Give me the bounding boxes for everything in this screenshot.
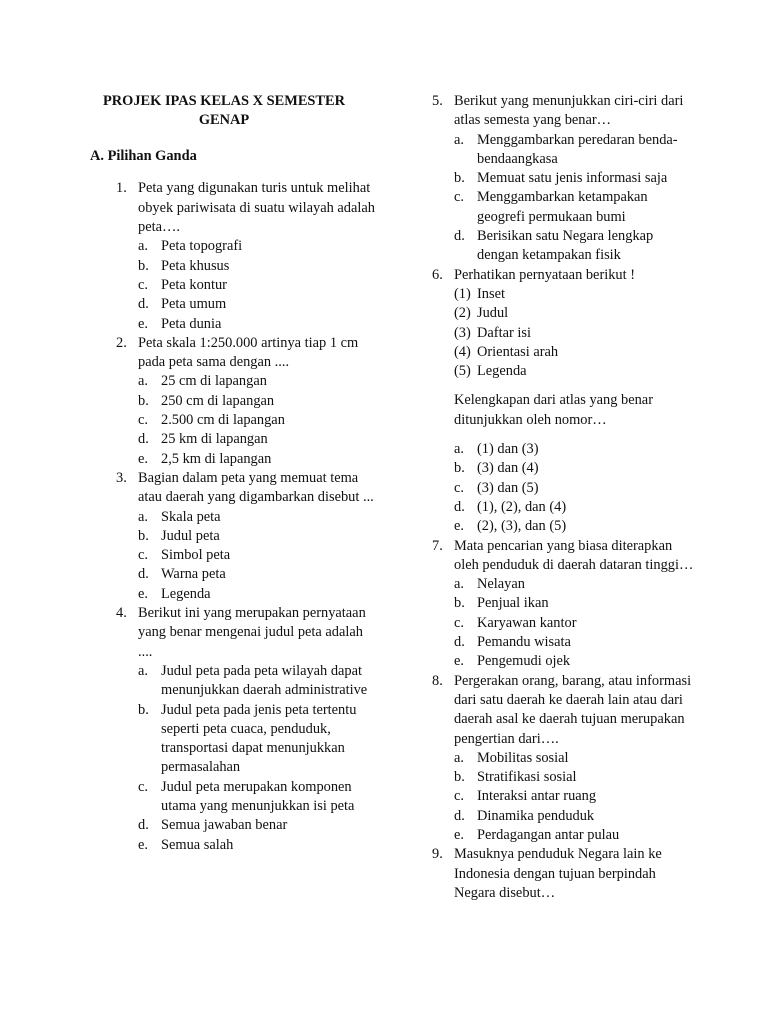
answer-option xyxy=(454,517,697,536)
option-text: Peta dunia xyxy=(161,315,222,332)
answer-option xyxy=(138,565,380,584)
answer-option xyxy=(454,227,697,266)
option-letter: d. xyxy=(454,807,465,824)
option-letter: b. xyxy=(454,460,465,477)
option-text: Berisikan satu Negara lengkap dengan ketampakan fisik xyxy=(477,228,654,264)
question-item xyxy=(427,672,697,846)
option-text: Penjual ikan xyxy=(477,595,549,612)
answer-option xyxy=(454,807,697,826)
question-text: Peta skala 1:250.000 artinya tiap 1 cm pada peta sama dengan .... xyxy=(138,334,359,371)
option-letter: c. xyxy=(454,788,464,805)
right-question-list xyxy=(427,92,697,903)
answer-option xyxy=(138,816,380,835)
option-letter: d. xyxy=(138,431,149,448)
question-text: Peta yang digunakan turis untuk melihat obyek pariwisata di suatu wilayah adalah peta…. xyxy=(138,180,375,236)
answer-options xyxy=(138,508,380,604)
option-text: 2.500 cm di lapangan xyxy=(161,412,285,429)
option-letter: e. xyxy=(454,826,464,843)
answer-options xyxy=(138,237,380,333)
statement-number: (4) xyxy=(454,343,471,360)
answer-option xyxy=(138,257,380,276)
answer-option xyxy=(454,188,697,227)
answer-option xyxy=(138,701,380,778)
answer-option xyxy=(138,546,380,565)
option-text: (1) dan (3) xyxy=(477,441,539,458)
option-text: Perdagangan antar pulau xyxy=(477,826,620,843)
question-number: 3. xyxy=(116,469,127,486)
option-letter: c. xyxy=(138,778,148,795)
answer-option xyxy=(454,459,697,478)
option-letter: e. xyxy=(454,653,464,670)
option-letter: c. xyxy=(138,547,148,564)
answer-options xyxy=(454,131,697,266)
statement-number: (1) xyxy=(454,285,471,302)
answer-option xyxy=(454,633,697,652)
option-text: (3) dan (5) xyxy=(477,479,539,496)
option-text: Dinamika penduduk xyxy=(477,807,595,824)
option-text: Nelayan xyxy=(477,576,525,593)
option-text: Memuat satu jenis informasi saja xyxy=(477,170,668,187)
answer-option xyxy=(454,614,697,633)
answer-option xyxy=(454,131,697,170)
statement-item xyxy=(454,304,697,323)
option-letter: a. xyxy=(454,576,464,593)
option-text: Stratifikasi sosial xyxy=(477,769,577,786)
answer-option xyxy=(138,778,380,817)
option-letter: e. xyxy=(138,450,148,467)
answer-option xyxy=(454,826,697,845)
option-letter: e. xyxy=(138,315,148,332)
option-letter: a. xyxy=(138,373,148,390)
statement-text: Orientasi arah xyxy=(477,343,559,360)
option-text: (1), (2), dan (4) xyxy=(477,498,567,515)
option-letter: a. xyxy=(138,238,148,255)
option-letter: a. xyxy=(138,508,148,525)
answer-option xyxy=(454,652,697,671)
option-letter: d. xyxy=(454,634,465,651)
option-text: Skala peta xyxy=(161,508,221,525)
option-letter: d. xyxy=(138,296,149,313)
option-letter: d. xyxy=(138,817,149,834)
statement-text: Daftar isi xyxy=(477,324,531,341)
option-letter: d. xyxy=(138,566,149,583)
option-text: Karyawan kantor xyxy=(477,614,577,631)
option-text: Legenda xyxy=(161,585,211,602)
option-letter: a. xyxy=(454,441,464,458)
statement-text: Legenda xyxy=(477,363,527,380)
answer-options xyxy=(138,372,380,468)
option-letter: d. xyxy=(454,498,465,515)
answer-option xyxy=(454,498,697,517)
option-text: (2), (3), dan (5) xyxy=(477,518,567,535)
answer-option xyxy=(138,585,380,604)
statement-item xyxy=(454,324,697,343)
answer-option xyxy=(138,508,380,527)
question-item xyxy=(90,469,380,604)
option-text: 25 cm di lapangan xyxy=(161,373,267,390)
question-text: Bagian dalam peta yang memuat tema atau daerah yang digambarkan disebut ... xyxy=(138,469,374,506)
answer-option xyxy=(138,430,380,449)
question-text: Berikut yang menunjukkan ciri-ciri dari atlas semesta yang benar… xyxy=(454,93,684,129)
answer-option xyxy=(138,276,380,295)
option-letter: a. xyxy=(454,131,464,148)
option-text: Mobilitas sosial xyxy=(477,749,569,766)
option-letter: e. xyxy=(454,518,464,535)
answer-option xyxy=(454,768,697,787)
question-number: 9. xyxy=(432,846,443,863)
question-item xyxy=(427,266,697,537)
answer-options xyxy=(138,662,380,855)
option-letter: b. xyxy=(138,392,149,409)
option-text: Judul peta pada jenis peta tertentu seperti peta cuaca, penduduk, transportasi dapat menunjukkan permasalahan xyxy=(161,701,357,776)
question-text: Pergerakan orang, barang, atau informasi dari satu daerah ke daerah lain atau dari daerah asal ke daerah tujuan merupakan pengertian dari…. xyxy=(454,672,692,747)
answer-option xyxy=(138,411,380,430)
option-letter: b. xyxy=(454,769,465,786)
answer-option xyxy=(454,749,697,768)
answer-option xyxy=(454,479,697,498)
answer-option xyxy=(454,594,697,613)
option-text: Menggambarkan peredaran benda-bendaangkasa xyxy=(477,131,678,167)
question-text: Perhatikan pernyataan berikut ! xyxy=(454,266,636,283)
statement-item xyxy=(454,362,697,381)
answer-option xyxy=(138,372,380,391)
question-number: 4. xyxy=(116,605,127,622)
statement-number: (5) xyxy=(454,363,471,380)
section-heading: A. Pilihan Ganda xyxy=(90,148,197,165)
document-title: PROJEK IPAS KELAS X SEMESTER GENAP xyxy=(102,93,346,128)
option-text: Peta kontur xyxy=(161,276,227,293)
option-letter: a. xyxy=(454,749,464,766)
answer-option xyxy=(138,450,380,469)
option-letter: c. xyxy=(138,276,148,293)
option-text: Judul peta pada peta wilayah dapat menunjukkan daerah administrative xyxy=(161,662,368,699)
question-item xyxy=(427,537,697,672)
answer-option xyxy=(138,662,380,701)
question-number: 1. xyxy=(116,180,127,197)
answer-option xyxy=(454,787,697,806)
statement-list xyxy=(454,285,697,381)
statement-item xyxy=(454,343,697,362)
option-text: Peta umum xyxy=(161,296,227,313)
answer-option xyxy=(138,392,380,411)
option-letter: b. xyxy=(138,527,149,544)
answer-option xyxy=(454,169,697,188)
option-letter: b. xyxy=(454,595,465,612)
option-text: Simbol peta xyxy=(161,547,231,564)
statement-number: (2) xyxy=(454,305,471,322)
question-number: 7. xyxy=(432,537,443,554)
option-letter: c. xyxy=(138,412,148,429)
question-item xyxy=(427,845,697,903)
statement-item xyxy=(454,285,697,304)
option-text: Peta topografi xyxy=(161,238,243,255)
statement-number: (3) xyxy=(454,324,471,341)
answer-option xyxy=(454,440,697,459)
question-item xyxy=(90,179,380,333)
option-text: 2,5 km di lapangan xyxy=(161,450,272,467)
question-number: 6. xyxy=(432,266,443,283)
option-text: (3) dan (4) xyxy=(477,460,539,477)
left-column xyxy=(90,92,380,855)
option-text: Pengemudi ojek xyxy=(477,653,571,670)
left-question-list xyxy=(90,179,380,854)
question-number: 5. xyxy=(432,93,443,109)
question-text: Mata pencarian yang biasa diterapkan oleh penduduk di daerah dataran tinggi… xyxy=(454,537,694,573)
option-letter: c. xyxy=(454,479,464,496)
question-number: 8. xyxy=(432,672,443,689)
answer-option xyxy=(138,836,380,855)
answer-option xyxy=(138,237,380,256)
option-letter: b. xyxy=(138,701,149,718)
option-text: Judul peta xyxy=(161,527,220,544)
option-text: Pemandu wisata xyxy=(477,634,571,651)
question-text: Berikut ini yang merupakan pernyataan yang benar mengenai judul peta adalah .... xyxy=(138,605,366,660)
option-letter: b. xyxy=(454,170,465,187)
option-text: Interaksi antar ruang xyxy=(477,788,597,805)
option-text: 25 km di lapangan xyxy=(161,431,268,448)
answer-option xyxy=(138,315,380,334)
answer-option xyxy=(138,527,380,546)
question-item xyxy=(90,604,380,855)
answer-option xyxy=(138,295,380,314)
answer-option xyxy=(454,575,697,594)
option-text: Peta khusus xyxy=(161,257,230,274)
option-text: Semua salah xyxy=(161,836,234,853)
option-text: Judul peta merupakan komponen utama yang menunjukkan isi peta xyxy=(161,778,355,814)
statement-text: Judul xyxy=(477,305,509,322)
statement-text: Inset xyxy=(477,285,505,302)
option-letter: b. xyxy=(138,257,149,274)
option-letter: d. xyxy=(454,228,465,245)
option-text: Warna peta xyxy=(161,566,226,583)
question-item xyxy=(90,334,380,469)
question-number: 2. xyxy=(116,334,127,351)
answer-options xyxy=(454,575,697,671)
right-column xyxy=(427,92,697,903)
answer-options xyxy=(454,749,697,845)
question-prompt: Kelengkapan dari atlas yang benar ditunjukkan oleh nomor… xyxy=(454,392,653,428)
question-item xyxy=(427,92,697,266)
option-letter: e. xyxy=(138,585,148,602)
question-text: Masuknya penduduk Negara lain ke Indonesia dengan tujuan berpindah Negara disebut… xyxy=(454,846,662,901)
option-letter: c. xyxy=(454,189,464,206)
option-text: Semua jawaban benar xyxy=(161,817,288,834)
option-text: 250 cm di lapangan xyxy=(161,392,275,409)
option-letter: e. xyxy=(138,836,148,853)
option-text: Menggambarkan ketampakan geogrefi permukaan bumi xyxy=(477,189,648,225)
option-letter: a. xyxy=(138,662,148,679)
option-letter: c. xyxy=(454,614,464,631)
answer-options xyxy=(454,440,697,536)
